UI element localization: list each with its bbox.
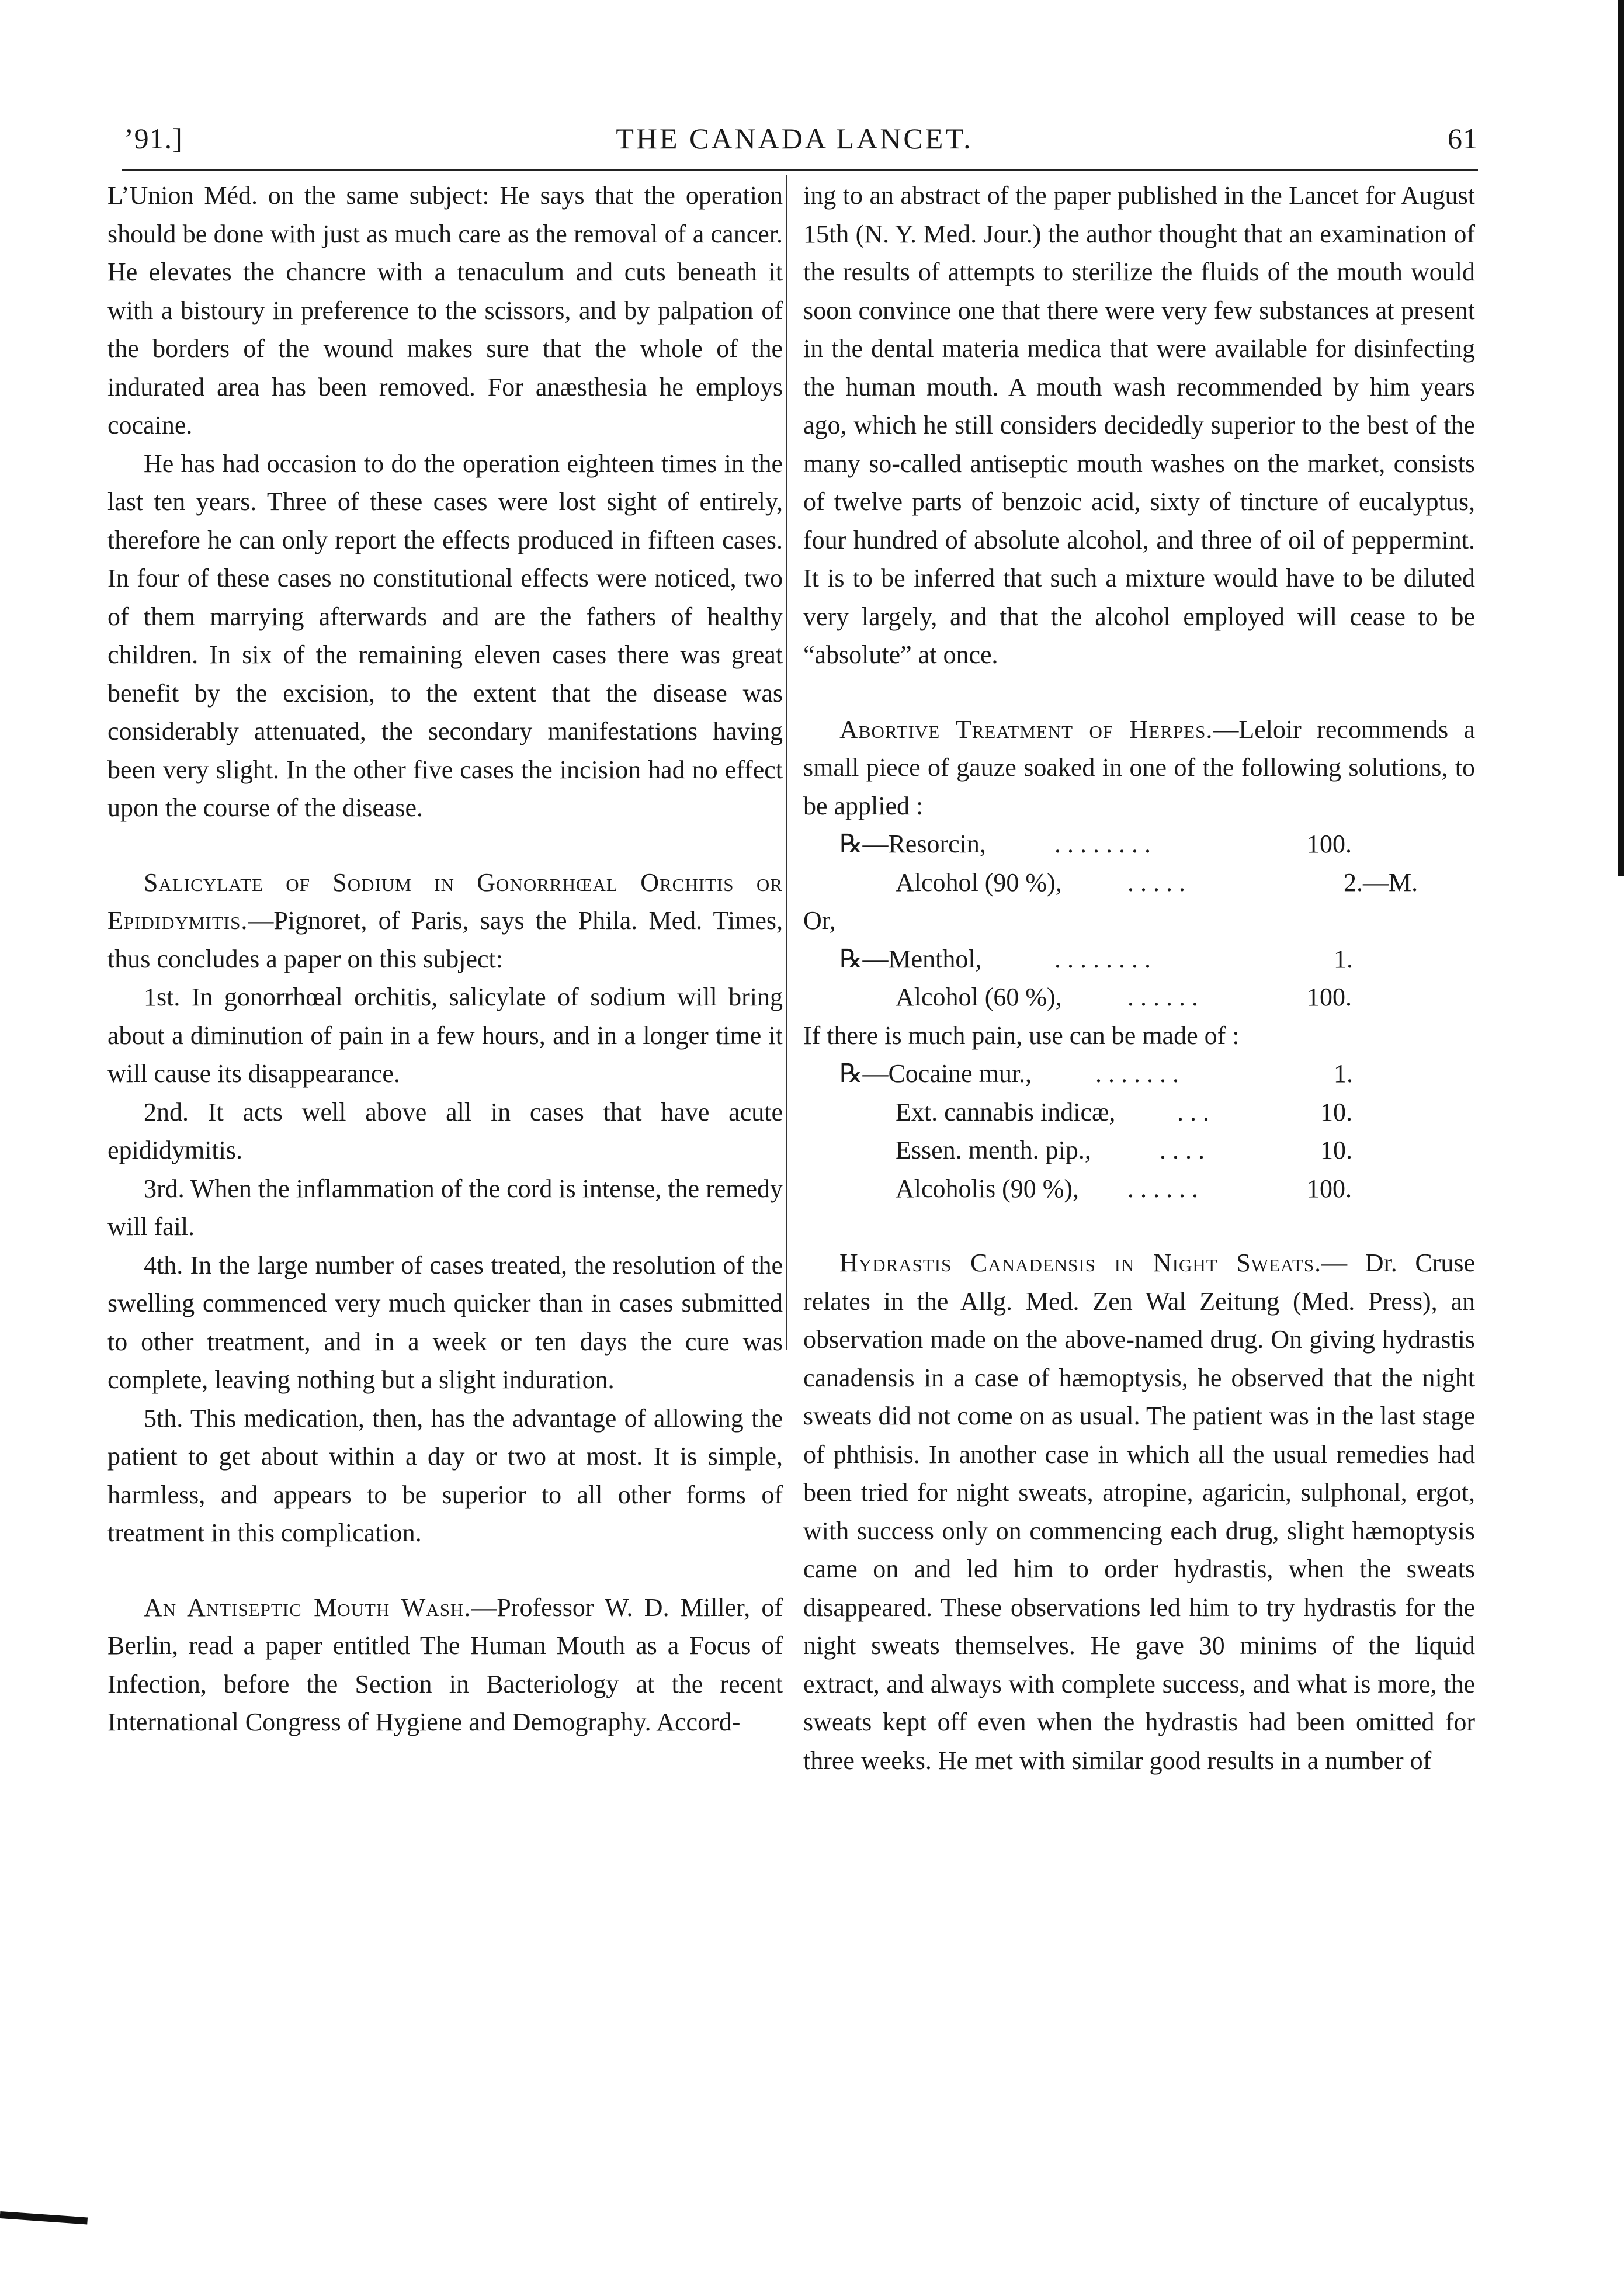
rx-or: Or, xyxy=(803,906,836,935)
section-heading-hydrastis: Hydrastis Canadensis in Night Sweats. xyxy=(839,1249,1322,1277)
header-rule xyxy=(122,169,1478,171)
section-heading-herpes: Abortive Treatment of Herpes. xyxy=(839,715,1213,744)
rx-dots: . . . xyxy=(1177,1097,1209,1126)
prescription-row xyxy=(803,1170,1475,1208)
mouthwash-text: —Professor W. D. Miller, of Berlin, read a paper entitled The Human Mouth as a Focus of Infection, before the Section in Bacteriology at the recent International Congress of Hygiene and Demography. Accord- xyxy=(107,1593,783,1736)
rx-value: 100. xyxy=(1307,830,1352,858)
rx-label: ℞—Cocaine mur., xyxy=(839,1059,1032,1088)
prescription-row xyxy=(803,978,1475,1017)
rx-value: 2.—M. xyxy=(1344,868,1418,897)
article-mouthwash xyxy=(107,1589,783,1742)
rx-label: Essen. menth. pip., xyxy=(896,1136,1091,1164)
rx-dots: . . . . . . . . xyxy=(1054,944,1151,973)
rx-label: ℞—Menthol, xyxy=(839,944,982,973)
rx-value: 100. xyxy=(1307,983,1352,1011)
rx-label: Ext. cannabis indicæ, xyxy=(896,1097,1116,1126)
rx-dots: . . . . . xyxy=(1127,868,1185,897)
list-item-point5: 5th. This medication, then, has the advantage of allowing the patient to get about within a day or two at most. It is simple, harmless, and appears to be superior to all other forms of treatment in this complication. xyxy=(107,1403,783,1547)
salicylate-intro: —Pignoret, of Paris, says the Phila. Med. Times, thus concludes a paper on this subject: xyxy=(107,906,783,973)
prescription-row xyxy=(803,825,1475,863)
prescription-row xyxy=(803,1017,1475,1055)
list-item-point2: 2nd. It acts well above all in cases that have acute epididymitis. xyxy=(107,1097,783,1164)
rx-value: 10. xyxy=(1320,1097,1352,1126)
rx-pain-line: If there is much pain, use can be made of : xyxy=(803,1021,1240,1050)
rx-value: 1. xyxy=(1334,944,1353,973)
rx-label: ℞—Resorcin, xyxy=(839,830,986,858)
prescription-row xyxy=(803,863,1475,902)
prescription-table xyxy=(803,825,1475,1208)
paragraph-mouthwash-cont: ing to an abstract of the paper published in the Lancet for August 15th (N. Y. Med. Jour.) the author thought that an examination of the results of attempts to sterilize the fluids of the mouth would soon convince one that there were very few substances at present in the dental materia medica that were available for disinfecting the human mouth. A mouth wash recommended by him years ago, which he still considers decidedly superior to the best of the many so-called antiseptic mouth washes on the market, consists of twelve parts of benzoic acid, sixty of tincture of eucalyptus, four hundred of absolute alcohol, and three of oil of peppermint. It is to be inferred that such a mixture would have to be diluted very largely, and that the alcohol employed will cease to be “absolute” at once. xyxy=(803,181,1475,669)
rx-label: Alcoholis (90 %), xyxy=(896,1174,1080,1203)
right-column xyxy=(803,176,1475,1780)
header-page-number: 61 xyxy=(1448,122,1478,155)
rx-dots: . . . . . . . xyxy=(1095,1059,1179,1088)
rx-value: 10. xyxy=(1320,1136,1352,1164)
section-heading-salicylate: Salicylate of Sodium in Gonorrhœal Orchitis or Epididymitis. xyxy=(107,868,783,935)
prescription-row xyxy=(803,1093,1475,1132)
prescription-row xyxy=(803,1131,1475,1170)
rx-label: Alcohol (90 %), xyxy=(896,868,1062,897)
rx-value: 1. xyxy=(1334,1059,1353,1088)
scan-edge-bar xyxy=(1618,0,1624,876)
rx-value: 100. xyxy=(1307,1174,1352,1203)
article-salicylate xyxy=(107,863,783,979)
header-journal-title: THE CANADA LANCET. xyxy=(616,122,973,155)
rx-label: Alcohol (60 %), xyxy=(896,983,1062,1011)
list-item-point3: 3rd. When the inflammation of the cord is intense, the remedy will fail. xyxy=(107,1174,783,1241)
header-year: ’91.] xyxy=(124,122,183,155)
prescription-row xyxy=(803,1055,1475,1093)
article-hydrastis xyxy=(803,1244,1475,1780)
prescription-row xyxy=(803,940,1475,979)
rx-dots: . . . . xyxy=(1160,1136,1205,1164)
column-divider xyxy=(786,175,787,1350)
rx-dots: . . . . . . . . xyxy=(1054,830,1151,858)
paragraph-continuation: L’Union Méd. on the same subject: He says that the operation should be done with just as much care as the removal of a cancer. He elevates the chancre with a tenaculum and cuts beneath it with a bistoury in preference to the scissors, and by palpation of the borders of the wound makes sure that the whole of the indurated area has been removed. For anæsthesia he employs cocaine. xyxy=(107,181,783,439)
running-header xyxy=(111,117,1478,169)
list-item-point1: 1st. In gonorrhœal orchitis, salicylate of sodium will bring about a diminution of pain in a few hours, and in a longer time it will cause its disappearance. xyxy=(107,983,783,1088)
rx-dots: . . . . . . xyxy=(1127,1174,1198,1203)
left-column xyxy=(107,176,783,1742)
prescription-row xyxy=(803,901,1475,940)
herpes-intro: —Leloir recommends a small piece of gauze soaked in one of the following solutions, to be applied : xyxy=(803,715,1476,820)
rx-dots: . . . . . . xyxy=(1127,983,1198,1011)
section-heading-mouthwash: An Antiseptic Mouth Wash. xyxy=(144,1593,471,1622)
list-item-point4: 4th. In the large number of cases treated, the resolution of the swelling commenced very much quicker than in cases submitted to other treatment, and in a week or ten days the cure was complete, leaving nothing but a slight induration. xyxy=(107,1250,783,1394)
hydrastis-text: — Dr. Cruse relates in the Allg. Med. Zen Wal Zeitung (Med. Press), an observation made on the above-named drug. On giving hydrastis canadensis in a case of hæmoptysis, he observed that the night sweats did not come on as usual. The patient was in the last stage of phthisis. In another case in which all the usual remedies had been tried for night sweats, atropine, agaricin, sulphonal, ergot, with success only on commencing each drug, slight hæmoptysis came on and led him to order hydrastis, when the sweats disappeared. These observations led him to try hydrastis for the night sweats themselves. He gave 30 minims of the liquid extract, and always with complete success, and what is more, the sweats kept off even when the hydrastis had been omitted for three weeks. He met with similar good results in a number of xyxy=(803,1249,1475,1775)
scan-mark xyxy=(0,2211,88,2224)
article-herpes xyxy=(803,710,1475,826)
paragraph-operation-cases: He has had occasion to do the operation eighteen times in the last ten years. Three of these cases were lost sight of entirely, therefore he can only report the effects produced in fifteen cases. In four of these cases no constitutional effects were noticed, two of them marrying afterwards and are the fathers of healthy children. In six of the remaining eleven cases there was great benefit by the excision, to the extent that the disease was considerably attenuated, the secondary manifestations having been very slight. In the other five cases the incision had no effect upon the course of the disease. xyxy=(107,449,783,822)
